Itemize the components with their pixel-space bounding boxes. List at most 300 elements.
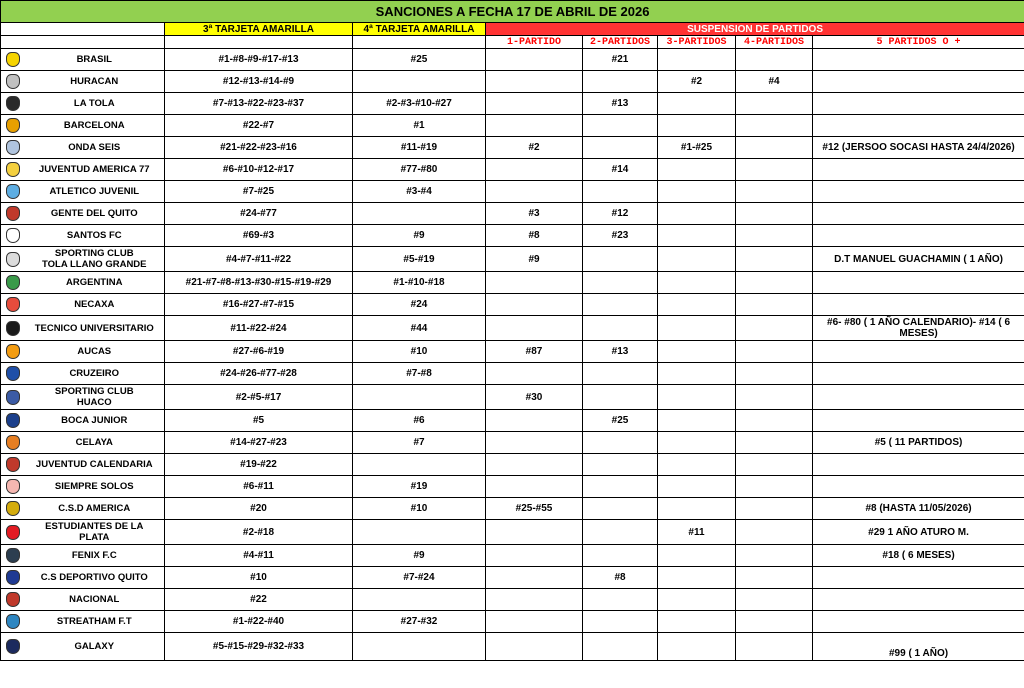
table-row [1,520,1024,545]
team-name: C.S DEPORTIVO QUITO [25,567,165,589]
suspension-1-cell [486,93,583,115]
suspension-4-cell [736,633,813,661]
suspension-3-cell [658,385,736,410]
suspension-5plus-cell [813,115,1024,137]
fourth-yellow-cell: #9 [353,545,486,567]
suspension-2-cell [583,476,658,498]
third-yellow-cell: #4-#7-#11-#22 [165,247,353,272]
suspension-1-cell [486,476,583,498]
suspension-2-cell [583,454,658,476]
third-yellow-cell: #20 [165,498,353,520]
suspension-5plus-cell [813,49,1024,71]
table-row [1,71,1024,93]
fourth-yellow-cell: #24 [353,294,486,316]
fourth-yellow-cell [353,385,486,410]
suspension-5plus-cell [813,589,1024,611]
suspension-2-cell: #25 [583,410,658,432]
suspension-3-cell [658,159,736,181]
suspension-2-cell [583,432,658,454]
subheader-blank-third [165,36,353,49]
suspension-5plus-cell [813,93,1024,115]
team-logo-cell [1,294,25,316]
team-logo-cell [1,159,25,181]
team-name [25,520,165,545]
suspension-5plus-cell: #29 1 AÑO ATURO M. [813,520,1024,545]
suspension-1-cell: #25-#55 [486,498,583,520]
suspension-2-cell [583,247,658,272]
team-name: GENTE DEL QUITO [25,203,165,225]
team-logo-cell [1,93,25,115]
team-logo-cell [1,49,25,71]
team-crest-icon [6,252,20,267]
third-yellow-cell: #4-#11 [165,545,353,567]
suspension-3-cell: #2 [658,71,736,93]
fourth-yellow-cell [353,71,486,93]
third-yellow-cell: #24-#26-#77-#28 [165,363,353,385]
suspension-2-cell [583,385,658,410]
team-name: AUCAS [25,341,165,363]
team-name: SANTOS FC [25,225,165,247]
table-row [1,589,1024,611]
team-logo-cell [1,611,25,633]
suspension-5plus-cell [813,159,1024,181]
suspension-5plus-cell [813,567,1024,589]
suspension-3-cell [658,225,736,247]
third-yellow-cell: #21-#7-#8-#13-#30-#15-#19-#29 [165,272,353,294]
suspension-note-line2: MESES) [899,328,938,339]
suspension-3-cell [658,410,736,432]
team-name [25,385,165,410]
third-yellow-cell: #2-#5-#17 [165,385,353,410]
table-row [1,247,1024,272]
fourth-yellow-cell: #10 [353,341,486,363]
team-crest-icon [6,435,20,450]
suspension-5plus-cell [813,272,1024,294]
suspension-2-cell [583,611,658,633]
third-yellow-cell: #5-#15-#29-#32-#33 [165,633,353,661]
team-crest-icon [6,525,20,540]
suspension-1-cell: #87 [486,341,583,363]
suspension-4-cell [736,93,813,115]
team-name: CELAYA [25,432,165,454]
table-row [1,410,1024,432]
third-yellow-cell: #22 [165,589,353,611]
suspension-3-cell [658,341,736,363]
header-fourth-yellow: 4ª TARJETA AMARILLA [353,23,486,36]
team-crest-icon [6,413,20,428]
suspension-2-cell: #23 [583,225,658,247]
third-yellow-cell: #7-#13-#22-#23-#37 [165,93,353,115]
team-crest-icon [6,479,20,494]
fourth-yellow-cell: #7-#24 [353,567,486,589]
team-name: ONDA SEIS [25,137,165,159]
table-row [1,476,1024,498]
suspension-4-cell [736,115,813,137]
team-crest-icon [6,206,20,221]
team-crest-icon [6,118,20,133]
subheader-3-partidos: 3-PARTIDOS [658,36,736,49]
team-logo-cell [1,341,25,363]
team-logo-cell [1,203,25,225]
team-crest-icon [6,457,20,472]
suspension-5plus-cell [813,341,1024,363]
header-blank-logo [1,23,25,36]
team-logo-cell [1,589,25,611]
table-row [1,49,1024,71]
suspension-5plus-cell [813,454,1024,476]
suspension-1-cell [486,115,583,137]
suspension-4-cell [736,385,813,410]
suspension-1-cell [486,410,583,432]
suspension-5plus-cell [813,71,1024,93]
suspension-1-cell [486,363,583,385]
third-yellow-cell: #5 [165,410,353,432]
suspension-1-cell: #30 [486,385,583,410]
suspension-3-cell [658,567,736,589]
suspension-1-cell [486,316,583,341]
suspension-3-cell [658,247,736,272]
team-crest-icon [6,321,20,336]
team-rows [1,49,1024,661]
team-logo-cell [1,545,25,567]
suspension-3-cell [658,316,736,341]
suspension-2-cell [583,137,658,159]
suspension-5plus-cell [813,476,1024,498]
suspension-2-cell: #21 [583,49,658,71]
table-row [1,115,1024,137]
third-yellow-cell: #12-#13-#14-#9 [165,71,353,93]
fourth-yellow-cell: #9 [353,225,486,247]
suspension-3-cell [658,454,736,476]
table-row [1,341,1024,363]
subheader-blank-team [25,36,165,49]
team-crest-icon [6,74,20,89]
table-row [1,272,1024,294]
third-yellow-cell: #1-#8-#9-#17-#13 [165,49,353,71]
team-crest-icon [6,140,20,155]
table-row [1,385,1024,410]
team-logo-cell [1,115,25,137]
suspension-1-cell: #8 [486,225,583,247]
team-name: TECNICO UNIVERSITARIO [25,316,165,341]
suspension-5plus-cell: #5 ( 11 PARTIDOS) [813,432,1024,454]
suspension-3-cell: #1-#25 [658,137,736,159]
team-logo-cell [1,225,25,247]
third-yellow-cell: #14-#27-#23 [165,432,353,454]
third-yellow-cell: #22-#7 [165,115,353,137]
table-row [1,93,1024,115]
table-row [1,432,1024,454]
suspension-1-cell [486,294,583,316]
suspension-4-cell [736,49,813,71]
suspension-4-cell [736,498,813,520]
fourth-yellow-cell: #7 [353,432,486,454]
table-row [1,225,1024,247]
third-yellow-cell: #27-#6-#19 [165,341,353,363]
fourth-yellow-cell: #19 [353,476,486,498]
third-yellow-cell: #69-#3 [165,225,353,247]
suspension-3-cell [658,203,736,225]
suspension-2-cell: #12 [583,203,658,225]
header-suspension: SUSPENSION DE PARTIDOS [486,23,1024,36]
suspension-3-cell: #11 [658,520,736,545]
suspension-5plus-cell: D.T MANUEL GUACHAMIN ( 1 AÑO) [813,247,1024,272]
suspension-2-cell: #14 [583,159,658,181]
fourth-yellow-cell: #1 [353,115,486,137]
team-crest-icon [6,548,20,563]
team-name: LA TOLA [25,93,165,115]
table-row [1,567,1024,589]
team-name: JUVENTUD CALENDARIA [25,454,165,476]
suspension-1-cell [486,545,583,567]
suspension-4-cell [736,520,813,545]
third-yellow-cell: #7-#25 [165,181,353,203]
table-row [1,498,1024,520]
team-crest-icon [6,390,20,405]
suspension-3-cell [658,498,736,520]
suspension-4-cell [736,567,813,589]
suspension-2-cell [583,498,658,520]
team-name: GALAXY [25,633,165,661]
suspension-5plus-cell [813,385,1024,410]
third-yellow-cell: #16-#27-#7-#15 [165,294,353,316]
team-name-line1: ESTUDIANTES DE LA [45,521,144,532]
suspension-2-cell: #13 [583,93,658,115]
third-yellow-cell: #1-#22-#40 [165,611,353,633]
suspension-1-cell [486,181,583,203]
third-yellow-cell: #11-#22-#24 [165,316,353,341]
suspension-3-cell [658,272,736,294]
table-row [1,181,1024,203]
suspension-3-cell [658,633,736,661]
fourth-yellow-cell: #77-#80 [353,159,486,181]
subheader-4-partidos: 4-PARTIDOS [736,36,813,49]
team-name: SIEMPRE SOLOS [25,476,165,498]
suspension-4-cell [736,363,813,385]
suspension-5plus-cell [813,225,1024,247]
team-logo-cell [1,247,25,272]
team-name: NECAXA [25,294,165,316]
fourth-yellow-cell [353,589,486,611]
suspension-5plus-cell [813,363,1024,385]
suspension-5plus-cell [813,181,1024,203]
subheader-1-partido: 1-PARTIDO [486,36,583,49]
team-logo-cell [1,454,25,476]
table-row [1,203,1024,225]
suspension-4-cell [736,476,813,498]
third-yellow-cell: #6-#10-#12-#17 [165,159,353,181]
team-logo-cell [1,316,25,341]
third-yellow-cell: #24-#77 [165,203,353,225]
subheader-blank-fourth [353,36,486,49]
suspension-1-cell [486,589,583,611]
suspension-1-cell [486,49,583,71]
team-logo-cell [1,181,25,203]
fourth-yellow-cell [353,203,486,225]
fourth-yellow-cell [353,633,486,661]
team-logo-cell [1,137,25,159]
suspension-4-cell: #4 [736,71,813,93]
team-crest-icon [6,592,20,607]
suspension-4-cell [736,410,813,432]
subheader-blank-logo [1,36,25,49]
suspension-4-cell [736,159,813,181]
suspension-2-cell: #8 [583,567,658,589]
team-logo-cell [1,520,25,545]
suspension-4-cell [736,611,813,633]
suspension-5plus-cell: #12 (JERSOO SOCASI HASTA 24/4/2026) [813,137,1024,159]
fourth-yellow-cell: #11-#19 [353,137,486,159]
suspension-4-cell [736,341,813,363]
suspension-4-cell [736,432,813,454]
suspension-4-cell [736,203,813,225]
team-name-line1: SPORTING CLUB [54,248,134,259]
suspension-1-cell [486,432,583,454]
team-name: BOCA JUNIOR [25,410,165,432]
team-name: HURACAN [25,71,165,93]
suspension-5plus-cell: #8 (HASTA 11/05/2026) [813,498,1024,520]
team-logo-cell [1,272,25,294]
suspension-3-cell [658,589,736,611]
team-logo-cell [1,476,25,498]
suspension-2-cell [583,589,658,611]
team-name [25,247,165,272]
team-crest-icon [6,275,20,290]
suspension-2-cell [583,272,658,294]
table-row [1,137,1024,159]
suspension-4-cell [736,247,813,272]
suspension-4-cell [736,454,813,476]
suspension-2-cell [583,520,658,545]
fourth-yellow-cell: #6 [353,410,486,432]
team-name-line2: HUACO [76,397,112,408]
suspension-4-cell [736,316,813,341]
team-crest-icon [6,162,20,177]
subheader-5-partidos: 5 PARTIDOS O + [813,36,1024,49]
suspension-5plus-cell [813,410,1024,432]
suspension-2-cell: #13 [583,341,658,363]
team-logo-cell [1,363,25,385]
suspension-4-cell [736,589,813,611]
suspension-1-cell: #2 [486,137,583,159]
suspension-2-cell [583,316,658,341]
suspension-3-cell [658,294,736,316]
fourth-yellow-cell: #5-#19 [353,247,486,272]
suspension-1-cell [486,611,583,633]
team-name-line2: TOLA LLANO GRANDE [42,259,147,270]
suspension-5plus-cell: #99 ( 1 AÑO) [813,633,1024,661]
suspension-note-line1: #6- #80 ( 1 AÑO CALENDARIO)- #14 ( 6 [827,317,1011,328]
suspension-5plus-cell [813,203,1024,225]
suspension-1-cell [486,272,583,294]
team-name: FENIX F.C [25,545,165,567]
team-name: CRUZEIRO [25,363,165,385]
suspension-3-cell [658,363,736,385]
team-crest-icon [6,614,20,629]
suspension-2-cell [583,181,658,203]
team-logo-cell [1,71,25,93]
table-row [1,611,1024,633]
suspension-3-cell [658,545,736,567]
suspension-1-cell [486,520,583,545]
header-blank-team [25,23,165,36]
suspension-3-cell [658,49,736,71]
fourth-yellow-cell: #25 [353,49,486,71]
suspension-1-cell: #9 [486,247,583,272]
team-logo-cell [1,567,25,589]
suspension-3-cell [658,476,736,498]
suspension-2-cell [583,115,658,137]
suspension-5plus-cell [813,611,1024,633]
third-yellow-cell: #21-#22-#23-#16 [165,137,353,159]
suspension-1-cell: #3 [486,203,583,225]
suspension-2-cell [583,363,658,385]
team-name: ARGENTINA [25,272,165,294]
team-crest-icon [6,501,20,516]
team-crest-icon [6,570,20,585]
team-logo-cell [1,498,25,520]
suspension-4-cell [736,225,813,247]
suspension-1-cell [486,159,583,181]
fourth-yellow-cell [353,454,486,476]
team-name: C.S.D AMERICA [25,498,165,520]
subheader-2-partidos: 2-PARTIDOS [583,36,658,49]
table-row [1,545,1024,567]
team-logo-cell [1,633,25,661]
suspension-5plus-cell [813,294,1024,316]
team-logo-cell [1,432,25,454]
fourth-yellow-cell: #7-#8 [353,363,486,385]
team-crest-icon [6,184,20,199]
team-crest-icon [6,96,20,111]
team-name: NACIONAL [25,589,165,611]
team-crest-icon [6,639,20,654]
suspension-2-cell [583,545,658,567]
fourth-yellow-cell: #27-#32 [353,611,486,633]
suspension-1-cell [486,71,583,93]
third-yellow-cell: #2-#18 [165,520,353,545]
fourth-yellow-cell: #44 [353,316,486,341]
table-row [1,294,1024,316]
fourth-yellow-cell: #1-#10-#18 [353,272,486,294]
suspension-1-cell [486,454,583,476]
suspension-4-cell [736,272,813,294]
suspension-3-cell [658,115,736,137]
team-name: JUVENTUD AMERICA 77 [25,159,165,181]
suspension-3-cell [658,93,736,115]
suspension-4-cell [736,294,813,316]
team-name-line1: SPORTING CLUB [54,386,134,397]
suspension-4-cell [736,545,813,567]
third-yellow-cell: #10 [165,567,353,589]
table-row [1,633,1024,661]
suspension-5plus-cell [813,316,1024,341]
team-crest-icon [6,52,20,67]
fourth-yellow-cell: #2-#3-#10-#27 [353,93,486,115]
third-yellow-cell: #19-#22 [165,454,353,476]
suspension-2-cell [583,294,658,316]
suspension-2-cell [583,633,658,661]
suspension-3-cell [658,181,736,203]
team-name: STREATHAM F.T [25,611,165,633]
suspension-4-cell [736,137,813,159]
team-name: BRASIL [25,49,165,71]
suspension-1-cell [486,567,583,589]
team-name: ATLETICO JUVENIL [25,181,165,203]
fourth-yellow-cell [353,520,486,545]
suspension-5plus-cell: #18 ( 6 MESES) [813,545,1024,567]
table-row [1,454,1024,476]
